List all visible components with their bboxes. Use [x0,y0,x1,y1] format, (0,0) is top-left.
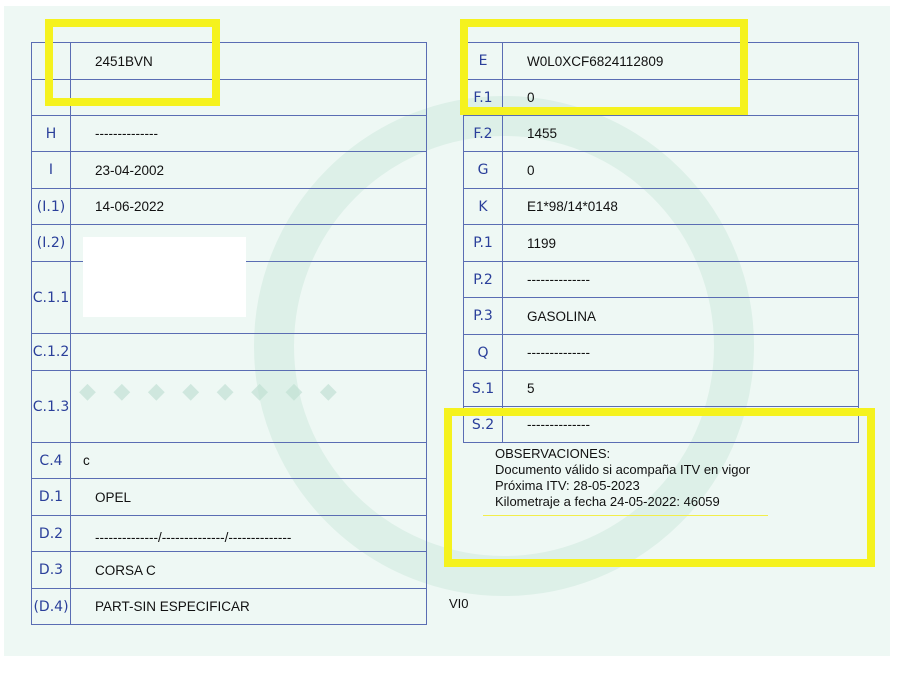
field-code: C.1.2 [32,334,71,370]
field-code: Q [464,335,503,370]
left-field-table [31,42,427,625]
field-code: P.3 [464,298,503,334]
observation-line: Kilometraje a fecha 24-05-2022: 46059 [495,494,720,509]
field-value: 0 [527,90,535,105]
field-code: D.2 [32,516,71,551]
field-code: C.1.1 [32,262,71,333]
field-code: G [464,152,503,188]
field-code: C.4 [32,443,71,478]
vehicle-type-variant: --------------/--------------/-------------- [95,530,292,545]
left-row-i1 [32,189,426,225]
left-row-d2 [32,516,426,552]
left-row-c12 [32,334,426,371]
field-value: c [83,453,90,468]
field-code: P.2 [464,262,503,297]
field-code: (I.1) [32,189,71,224]
field-code: H [32,116,71,151]
highlight-box-plate [45,19,220,106]
field-code: (I.2) [32,225,71,261]
field-value: -------------- [527,417,590,432]
left-row-d3 [32,552,426,589]
field-value [71,371,426,442]
right-row-p2 [464,262,858,298]
field-code: D.1 [32,479,71,515]
highlight-box-observations [444,408,875,567]
right-row-q [464,335,858,371]
highlight-box-vin [460,19,748,115]
field-value: -------------- [95,126,158,141]
left-row-h [32,116,426,152]
field-value: -------------- [527,345,590,360]
field-value: -------------- [95,94,158,109]
redacted-owner-box [83,237,246,317]
vehicle-category: PART-SIN ESPECIFICAR [95,599,250,614]
observation-line: Próxima ITV: 28-05-2023 [495,478,640,493]
type-approval-number: E1*98/14*0148 [527,199,618,214]
issue-date: 14-06-2022 [95,199,165,214]
field-code: F.2 [464,116,503,151]
vin-value: W0L0XCF6824112809 [527,53,664,69]
background-watermark: ◆ ◆ ◆ ◆ ◆ ◆ ◆ ◆ [79,378,343,403]
field-value: -------------- [527,272,590,287]
footer-code: VI0 [449,596,469,611]
right-row-g [464,152,858,189]
field-code: K [464,189,503,224]
registration-plate-value: 2451BVN [95,53,153,69]
first-registration-date: 23-04-2002 [95,162,165,178]
field-code: F.1 [464,80,503,115]
right-row-k [464,189,858,225]
field-value [71,334,426,370]
field-code: S.1 [464,371,503,406]
left-row-c13 [32,371,426,443]
vehicle-model: CORSA C [95,562,156,578]
observations-heading: OBSERVACIONES: [495,446,611,461]
field-code: S.2 [464,407,503,442]
right-row-f2 [464,116,858,152]
right-row-p1 [464,225,858,262]
engine-capacity: 1199 [527,235,557,251]
seating-capacity: 5 [527,381,535,396]
field-code: D.3 [32,552,71,588]
vehicle-make: OPEL [95,489,132,505]
field-value: 0 [527,162,535,178]
observation-line: Documento válido si acompaña ITV en vigor [495,462,751,477]
left-row-d4 [32,589,426,625]
field-code: I [32,152,71,188]
fuel-type: GASOLINA [527,308,597,324]
left-row-i [32,152,426,189]
right-row-s1 [464,371,858,407]
right-row-p3 [464,298,858,335]
left-row-d1 [32,479,426,516]
field-code: P.1 [464,225,503,261]
field-code: E [464,43,503,79]
field-code: C.1.3 [32,371,71,442]
left-row-c4 [32,443,426,479]
field-code: (D.4) [32,589,71,624]
field-value: 1455 [527,126,558,141]
